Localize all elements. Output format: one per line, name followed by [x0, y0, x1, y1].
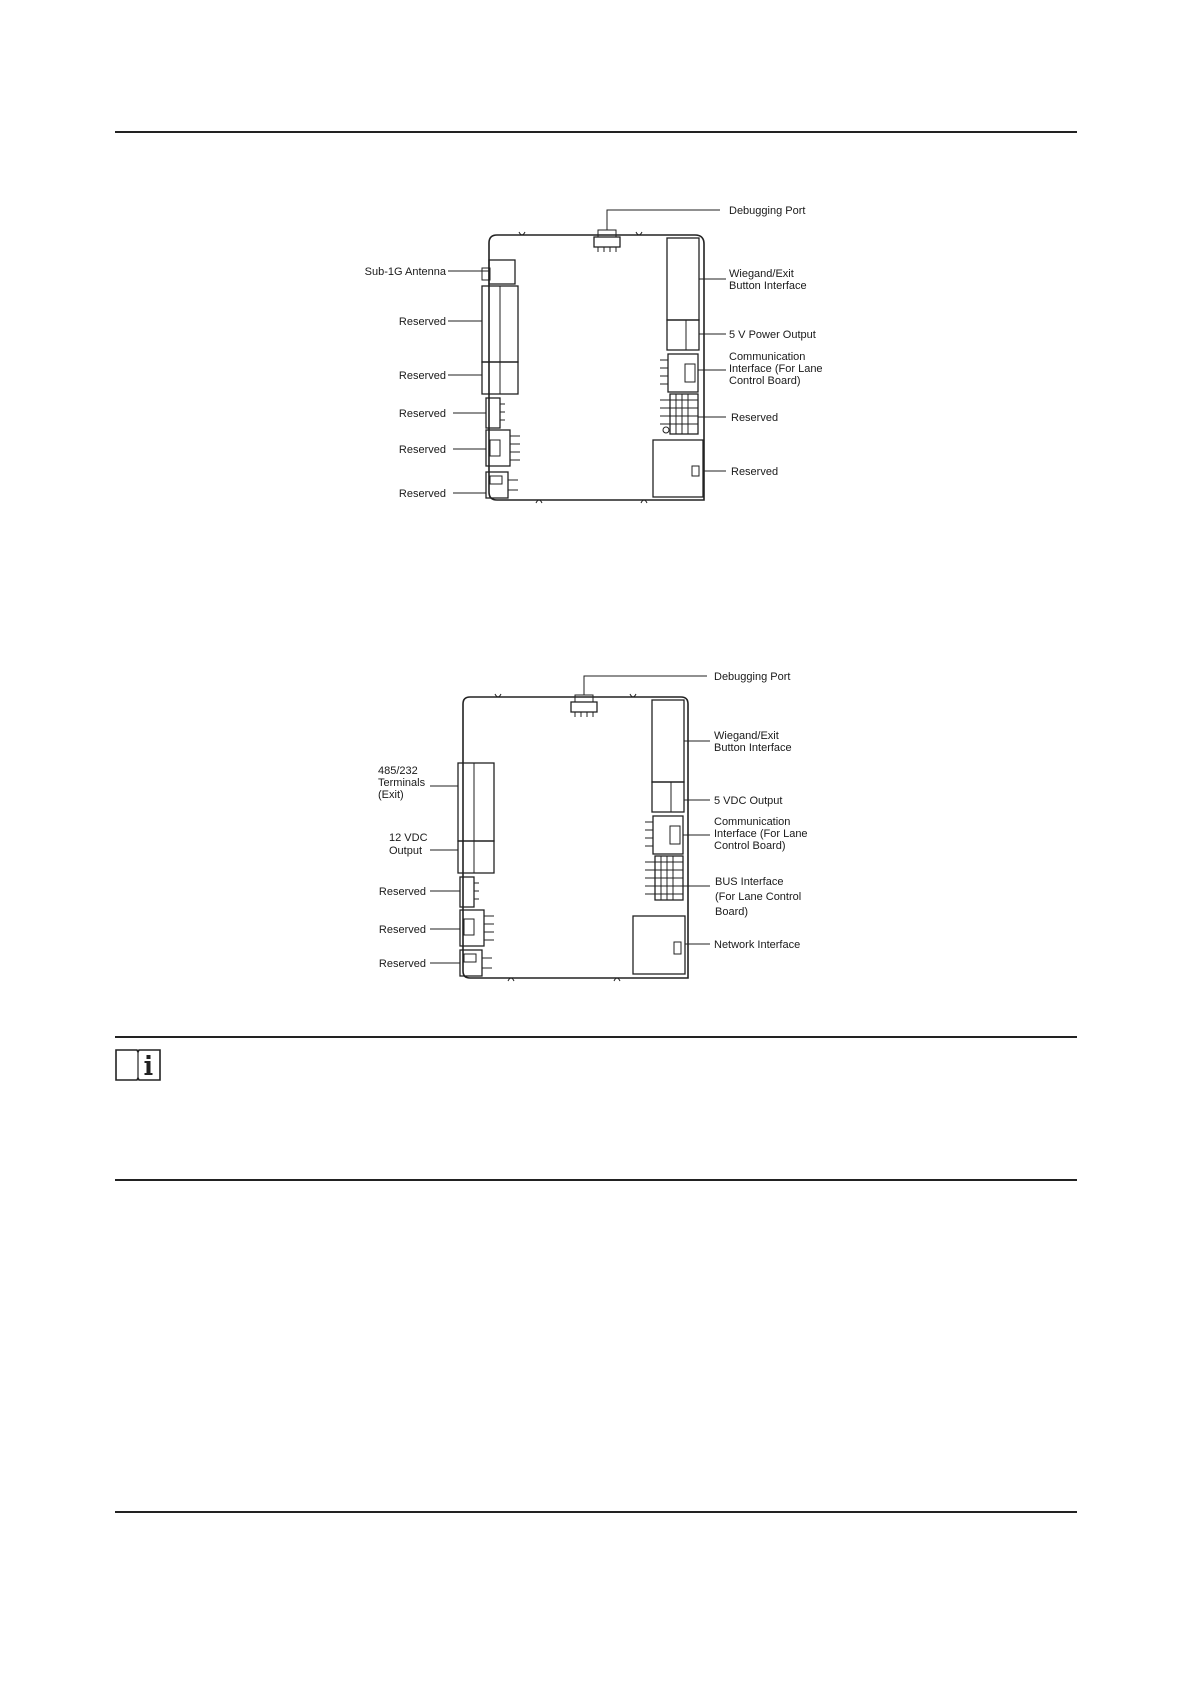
label-communication-line3: Control Board) — [714, 840, 786, 852]
board-diagram-b — [0, 660, 1181, 1000]
label-wiegand-line2: Button Interface — [729, 280, 807, 292]
label-terminals-line1: 485/232 — [378, 765, 418, 777]
label-5vdc-output: 5 VDC Output — [714, 795, 783, 807]
label-reserved-1: Reserved — [378, 886, 426, 898]
label-12vdc-line2: Output — [389, 845, 423, 857]
label-sub1g-antenna: Sub-1G Antenna — [364, 266, 446, 278]
board-outline — [489, 235, 704, 500]
label-communication-line1: Communication — [729, 351, 806, 363]
label-bus-line2: (For Lane Control — [715, 891, 802, 903]
footer-rule — [115, 1511, 1077, 1513]
board-outline — [463, 697, 688, 978]
label-5v-power-output: 5 V Power Output — [729, 329, 816, 341]
info-book-icon — [115, 1047, 161, 1081]
label-terminals-line3: (Exit) — [378, 789, 404, 801]
label-wiegand-line2: Button Interface — [714, 742, 792, 754]
label-terminals-line2: Terminals — [378, 777, 426, 789]
label-communication-line2: Interface (For Lane — [714, 828, 808, 840]
header-rule — [115, 131, 1077, 133]
board-diagram-a — [0, 190, 1181, 730]
label-communication-line1: Communication — [714, 816, 791, 828]
note-bottom-rule — [115, 1179, 1077, 1181]
label-reserved-right-2: Reserved — [731, 466, 779, 478]
note-top-rule — [115, 1036, 1077, 1038]
label-12vdc-line1: 12 VDC — [389, 832, 428, 844]
label-bus-line3: Board) — [715, 906, 749, 918]
label-reserved-3: Reserved — [378, 958, 426, 970]
label-reserved-1: Reserved — [398, 316, 446, 328]
label-wiegand-line1: Wiegand/Exit — [714, 730, 779, 742]
label-reserved-5: Reserved — [398, 488, 446, 500]
label-debugging-port: Debugging Port — [714, 671, 791, 683]
label-reserved-right-1: Reserved — [731, 412, 779, 424]
label-communication-line2: Interface (For Lane — [729, 363, 823, 375]
label-debugging-port: Debugging Port — [729, 205, 806, 217]
label-bus-line1: BUS Interface — [715, 876, 784, 888]
label-wiegand-line1: Wiegand/Exit — [729, 268, 794, 280]
label-reserved-4: Reserved — [398, 444, 446, 456]
label-reserved-2: Reserved — [398, 370, 446, 382]
label-reserved-3: Reserved — [398, 408, 446, 420]
label-communication-line3: Control Board) — [729, 375, 801, 387]
label-reserved-2: Reserved — [378, 924, 426, 936]
label-network-interface: Network Interface — [714, 939, 801, 951]
